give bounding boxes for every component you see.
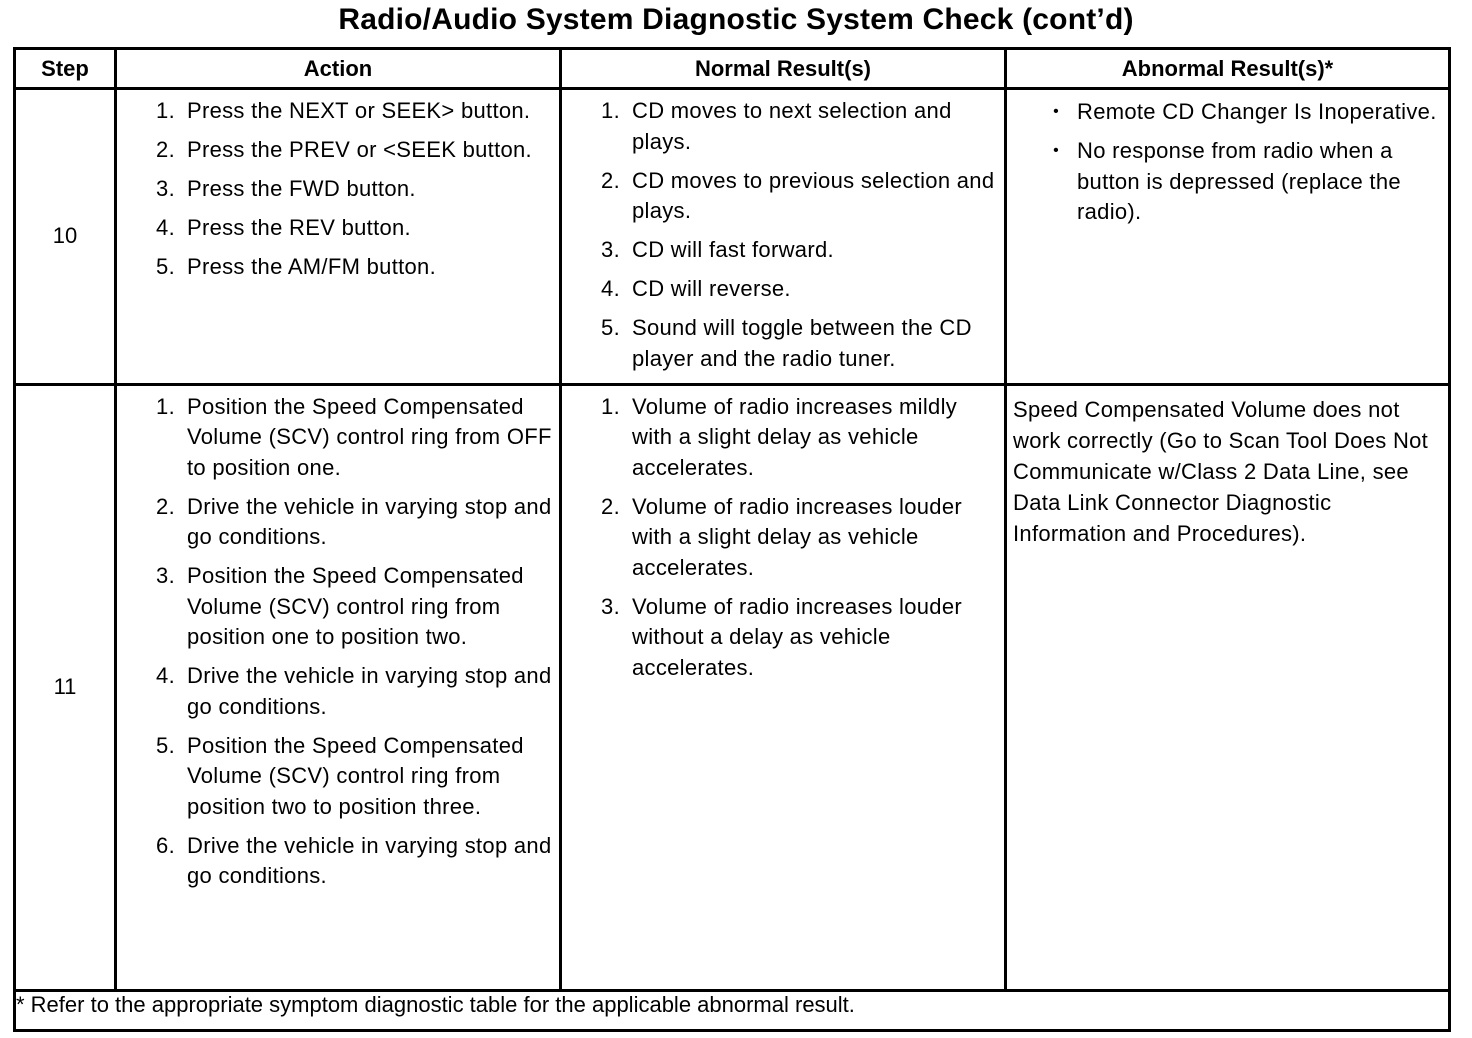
- list-item: [562, 166, 998, 227]
- item-text: Drive the vehicle in varying stop and go conditions.: [187, 832, 552, 888]
- normal-result-cell: [561, 384, 1006, 990]
- header-row: [15, 49, 1450, 89]
- list-item: [562, 274, 998, 305]
- list-item: [117, 561, 553, 653]
- list-item: [117, 392, 553, 484]
- item-number: 3.: [156, 176, 175, 201]
- table-row-step-11: [15, 384, 1450, 990]
- header-abnormal-results: Abnormal Result(s)*: [1006, 49, 1450, 89]
- item-number: 5.: [156, 254, 175, 279]
- step-number: 10: [15, 89, 116, 385]
- item-number: 4.: [601, 276, 620, 301]
- list-item: [117, 252, 553, 283]
- abnormal-result-text: Speed Compensated Volume does not work correctly (Go to Scan Tool Does Not Communicate w/Class 2 Data Line, see Data Link Connector Diagnostic Information and Procedures).: [1013, 396, 1429, 546]
- list-item: [562, 592, 998, 684]
- item-text: Press the NEXT or SEEK> button.: [187, 98, 531, 123]
- list-item: [1007, 97, 1442, 128]
- item-number: 2.: [156, 493, 175, 519]
- item-number: 4.: [156, 215, 175, 240]
- normal-result-cell: [561, 89, 1006, 385]
- item-text: Volume of radio increases mildly with a slight delay as vehicle accelerates.: [632, 393, 958, 480]
- item-text: Remote CD Changer Is Inoperative.: [1077, 99, 1437, 124]
- list-item: [117, 731, 553, 823]
- item-number: 5.: [156, 732, 175, 758]
- list-item: [562, 96, 998, 157]
- item-number: 1.: [601, 98, 620, 123]
- list-item: [117, 661, 553, 722]
- item-number: 2.: [156, 137, 175, 162]
- abnormal-result-cell: [1006, 384, 1450, 990]
- list-item: [117, 96, 553, 127]
- item-text: CD will fast forward.: [632, 237, 834, 262]
- table-row-step-10: [15, 89, 1450, 385]
- item-text: CD moves to previous selection and plays.: [632, 167, 995, 223]
- list-item: [117, 135, 553, 166]
- header-step: Step: [15, 49, 116, 89]
- bullet-icon: •: [1053, 142, 1059, 159]
- item-text: Volume of radio increases louder without a delay as vehicle accelerates.: [632, 593, 963, 680]
- item-number: 1.: [156, 393, 175, 419]
- item-text: Press the FWD button.: [187, 176, 416, 201]
- item-number: 3.: [601, 593, 620, 619]
- list-item: [1007, 136, 1442, 228]
- item-number: 3.: [601, 237, 620, 262]
- item-number: 4.: [156, 663, 175, 688]
- item-number: 3.: [156, 563, 175, 588]
- list-item: [117, 213, 553, 244]
- footnote: * Refer to the appropriate symptom diagnostic table for the applicable abnormal result.: [15, 990, 1450, 1030]
- list-item: [562, 492, 998, 584]
- action-cell: [116, 384, 561, 990]
- item-number: 1.: [156, 98, 175, 123]
- item-text: CD will reverse.: [632, 276, 791, 301]
- list-item: [562, 235, 998, 266]
- bullet-icon: •: [1053, 103, 1059, 120]
- item-number: 2.: [601, 167, 620, 193]
- item-text: Position the Speed Compensated Volume (SCV) control ring from position one to position two.: [187, 563, 524, 649]
- list-item: [562, 313, 998, 374]
- abnormal-result-cell: [1006, 89, 1450, 385]
- item-text: Volume of radio increases louder with a slight delay as vehicle accelerates.: [632, 493, 963, 580]
- list-item: [117, 831, 553, 892]
- diagnostic-table: [13, 47, 1451, 1032]
- item-text: Drive the vehicle in varying stop and go conditions.: [187, 493, 552, 549]
- item-text: No response from radio when a button is depressed (replace the radio).: [1077, 138, 1401, 224]
- item-text: CD moves to next selection and plays.: [632, 98, 952, 154]
- list-item: [117, 174, 553, 205]
- item-text: Press the AM/FM button.: [187, 254, 436, 279]
- item-text: Drive the vehicle in varying stop and go conditions.: [187, 663, 552, 719]
- item-text: Position the Speed Compensated Volume (SCV) control ring from position two to position three.: [187, 732, 524, 819]
- item-number: 2.: [601, 493, 620, 519]
- item-number: 6.: [156, 832, 175, 858]
- list-item: [117, 492, 553, 553]
- item-number: 5.: [601, 315, 620, 340]
- action-cell: [116, 89, 561, 385]
- item-number: 1.: [601, 393, 620, 419]
- page-title: Radio/Audio System Diagnostic System Check (cont’d): [338, 3, 1134, 36]
- header-normal-results: Normal Result(s): [561, 49, 1006, 89]
- item-text: Position the Speed Compensated Volume (SCV) control ring from OFF to position one.: [187, 393, 552, 480]
- item-text: Sound will toggle between the CD player and the radio tuner.: [632, 315, 972, 371]
- footnote-row: [15, 990, 1450, 1030]
- header-action: Action: [116, 49, 561, 89]
- list-item: [562, 392, 998, 484]
- item-text: Press the PREV or <SEEK button.: [187, 137, 532, 162]
- item-text: Press the REV button.: [187, 215, 411, 240]
- step-number: 11: [15, 384, 116, 990]
